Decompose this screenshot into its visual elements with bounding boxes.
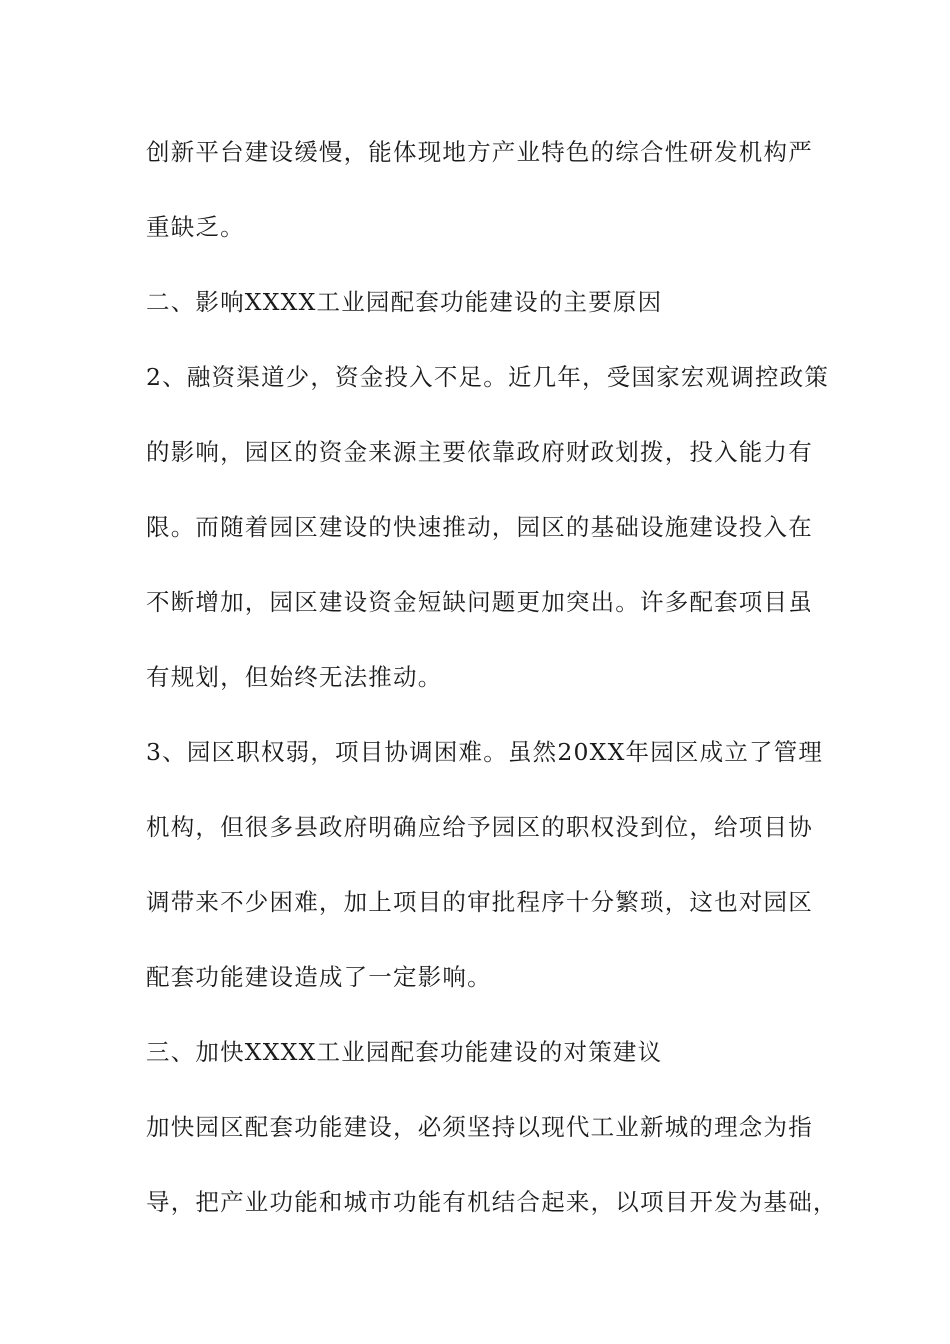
paragraph-line: 机构，但很多县政府明确应给予园区的职权没到位，给项目协 [146, 813, 813, 841]
section-heading: 二、影响XXXX工业园配套功能建设的主要原因 [146, 288, 663, 316]
paragraph-line: 加快园区配套功能建设，必须坚持以现代工业新城的理念为指 [146, 1113, 813, 1141]
paragraph-line: 3、园区职权弱，项目协调困难。虽然20XX年园区成立了管理 [146, 738, 824, 766]
paragraph-line: 重缺乏。 [146, 213, 245, 241]
paragraph-line: 限。而随着园区建设的快速推动，园区的基础设施建设投入在 [146, 513, 813, 541]
paragraph-line: 2、融资渠道少，资金投入不足。近几年，受国家宏观调控政策 [146, 363, 830, 391]
paragraph-line: 创新平台建设缓慢，能体现地方产业特色的综合性研发机构严 [146, 138, 813, 166]
paragraph-line: 配套功能建设造成了一定影响。 [146, 963, 492, 991]
paragraph-line: 调带来不少困难，加上项目的审批程序十分繁琐，这也对园区 [146, 888, 813, 916]
section-heading: 三、加快XXXX工业园配套功能建设的对策建议 [146, 1038, 663, 1066]
paragraph-line: 有规划，但始终无法推动。 [146, 663, 443, 691]
paragraph-line: 导，把产业功能和城市功能有机结合起来，以项目开发为基础， [146, 1188, 838, 1216]
paragraph-line: 的影响，园区的资金来源主要依靠政府财政划拨，投入能力有 [146, 438, 813, 466]
paragraph-line: 不断增加，园区建设资金短缺问题更加突出。许多配套项目虽 [146, 588, 813, 616]
